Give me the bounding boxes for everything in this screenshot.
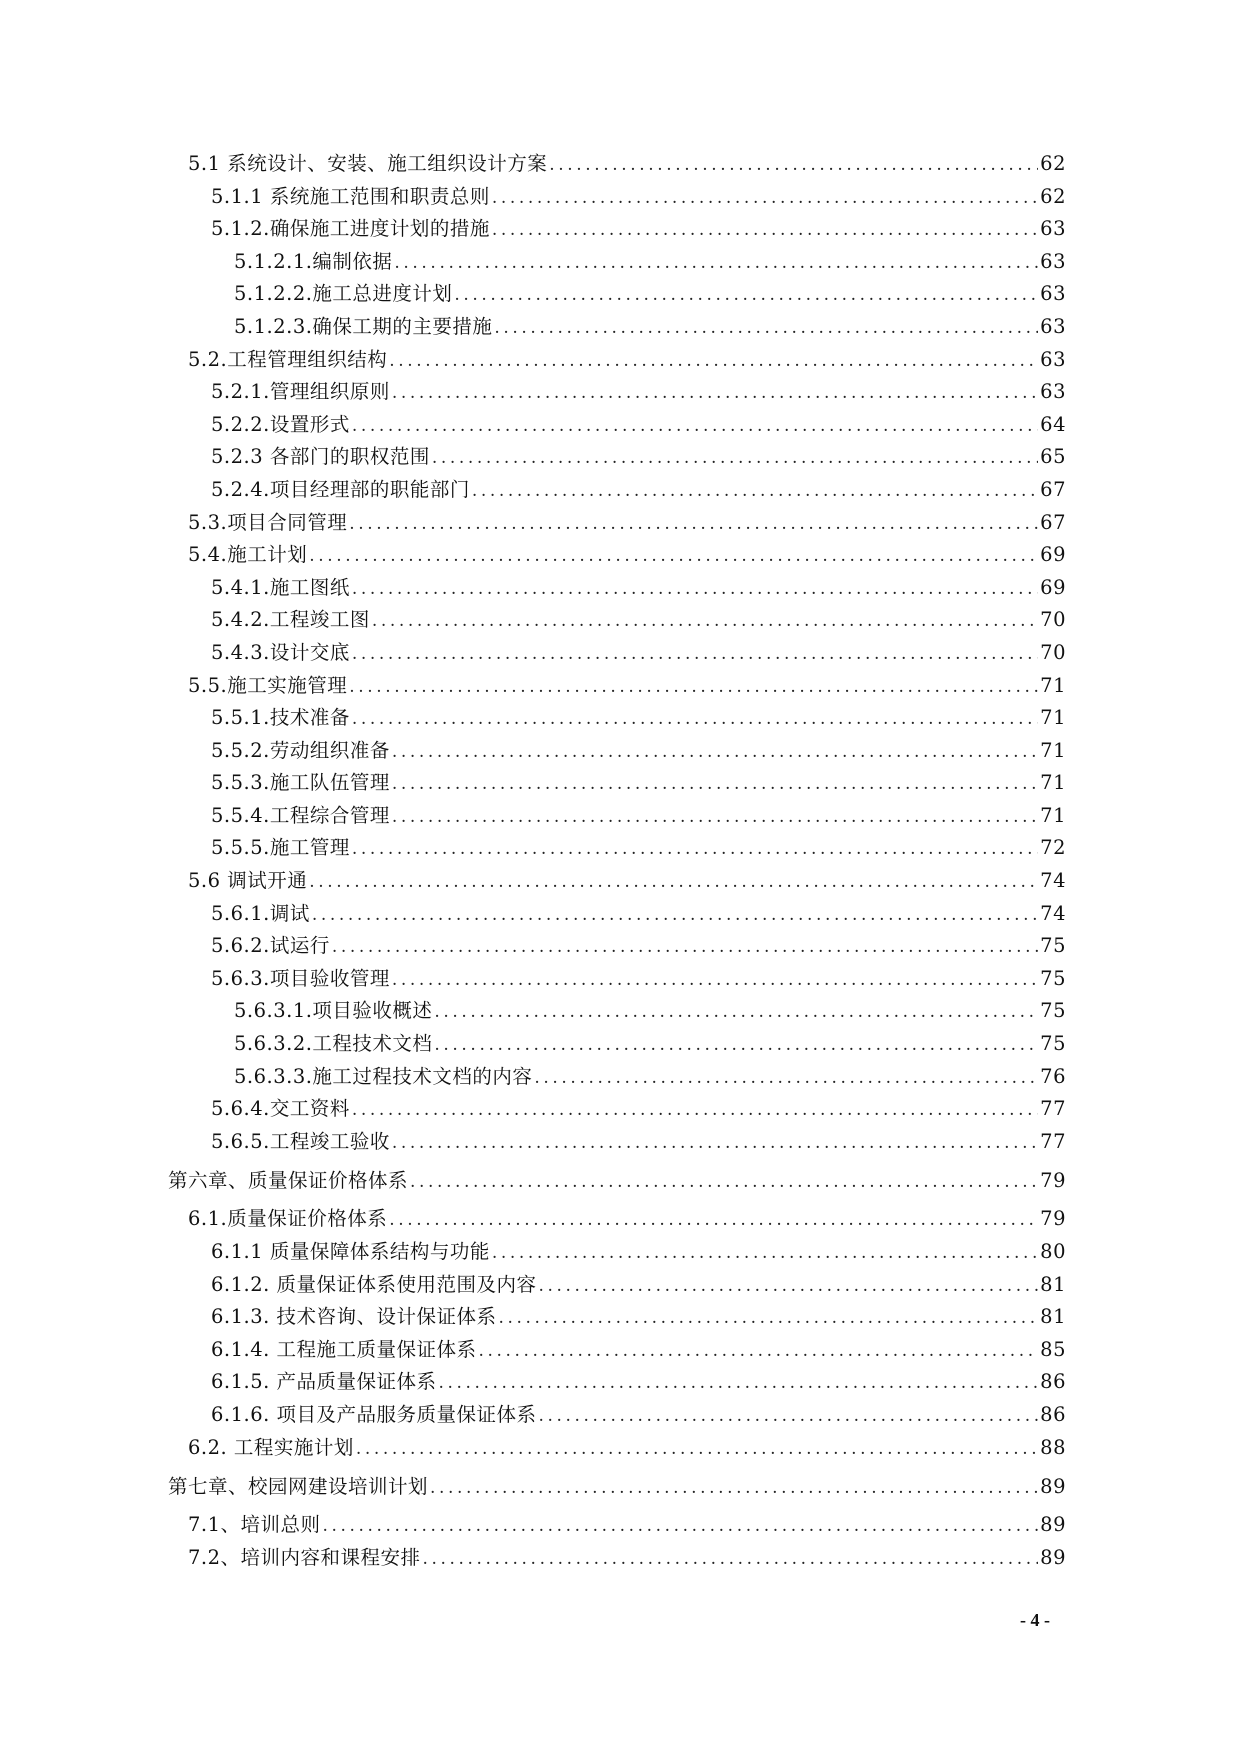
toc-entry[interactable] (188, 344, 1066, 377)
toc-entry[interactable] (188, 1542, 1066, 1575)
toc-entry-label: 5.4.3.设计交底 (211, 640, 350, 664)
toc-entry-page: 85 (1040, 1337, 1066, 1361)
toc-entry-page: 63 (1040, 347, 1066, 371)
toc-entry-label: 6.1.2. 质量保证体系使用范围及内容 (211, 1272, 537, 1296)
toc-entry[interactable] (188, 832, 1066, 865)
page-number: - 4 - (1020, 1610, 1050, 1630)
dot-leader (432, 442, 1038, 475)
toc-entry[interactable] (188, 278, 1066, 311)
toc-entry[interactable] (188, 1028, 1066, 1061)
toc-entry-page: 89 (1040, 1513, 1066, 1537)
dot-leader (472, 475, 1038, 508)
toc-entry[interactable] (188, 637, 1066, 670)
dot-leader (534, 1062, 1038, 1095)
dot-leader (539, 1400, 1039, 1433)
toc-entry[interactable] (188, 1236, 1066, 1269)
toc-entry[interactable] (188, 148, 1066, 181)
table-of-contents (168, 148, 1066, 1574)
toc-entry-label: 6.1.质量保证价格体系 (188, 1207, 388, 1231)
toc-entry-label: 5.4.1.施工图纸 (211, 575, 350, 599)
toc-entry-page: 62 (1040, 152, 1066, 175)
dot-leader (492, 214, 1038, 247)
dot-leader (410, 1160, 1038, 1205)
dot-leader (392, 768, 1038, 801)
toc-entry-label: 5.2.4.项目经理部的职能部门 (211, 477, 470, 501)
toc-entry[interactable] (188, 1203, 1066, 1236)
dot-leader (492, 1237, 1038, 1270)
toc-entry[interactable] (188, 572, 1066, 605)
toc-entry-label: 5.1 系统设计、安装、施工组织设计方案 (188, 152, 548, 175)
dot-leader (372, 605, 1038, 638)
toc-entry-label: 5.2.2.设置形式 (211, 412, 350, 436)
toc-entry-page: 62 (1040, 184, 1066, 208)
toc-entry[interactable] (188, 800, 1066, 833)
dot-leader (434, 1029, 1038, 1062)
toc-entry-page: 69 (1040, 543, 1066, 567)
toc-entry-label: 6.1.1 质量保障体系结构与功能 (211, 1240, 490, 1263)
toc-entry-page: 86 (1040, 1402, 1066, 1426)
toc-entry-page: 69 (1040, 575, 1066, 599)
toc-entry-label: 5.6.4.交工资料 (211, 1097, 350, 1121)
toc-entry[interactable] (188, 539, 1066, 572)
toc-entry-label: 5.6.3.项目验收管理 (211, 966, 390, 990)
dot-leader (430, 1466, 1038, 1511)
toc-entry-label: 5.1.1 系统施工范围和职责总则 (211, 184, 490, 208)
dot-leader (352, 833, 1038, 866)
dot-leader (392, 964, 1038, 997)
toc-entry-label: 5.6.3.1.项目验收概述 (234, 999, 433, 1023)
toc-entry-page: 76 (1040, 1064, 1066, 1088)
dot-leader (454, 279, 1038, 312)
toc-entry-page: 63 (1040, 314, 1066, 338)
toc-entry-page: 67 (1040, 477, 1066, 501)
toc-entry-page: 74 (1040, 901, 1066, 925)
toc-entry-page: 71 (1040, 738, 1066, 762)
toc-entry[interactable] (188, 1126, 1066, 1159)
toc-entry-label: 5.6.5.工程竣工验收 (211, 1129, 390, 1153)
dot-leader (352, 410, 1038, 443)
toc-entry[interactable] (188, 898, 1066, 931)
toc-entry-page: 81 (1040, 1272, 1066, 1296)
toc-entry-label: 5.4.施工计划 (188, 543, 308, 567)
toc-entry-page: 75 (1040, 934, 1066, 958)
dot-leader (392, 377, 1038, 410)
dot-leader (332, 931, 1038, 964)
toc-entry[interactable] (188, 213, 1066, 246)
toc-entry-label: 5.1.2.1.编制依据 (234, 249, 393, 273)
dot-leader (539, 1270, 1039, 1303)
toc-entry-label: 5.6.3.3.施工过程技术文档的内容 (234, 1064, 533, 1088)
toc-entry-page: 88 (1040, 1435, 1066, 1459)
toc-entry[interactable] (188, 376, 1066, 409)
toc-entry-label: 5.6 调试开通 (188, 869, 308, 893)
toc-entry-label: 6.2. 工程实施计划 (188, 1435, 354, 1459)
toc-entry[interactable] (188, 767, 1066, 800)
toc-entry-label: 5.5.施工实施管理 (188, 673, 348, 697)
toc-entry-page: 70 (1040, 608, 1066, 632)
dot-leader (309, 866, 1038, 899)
toc-entry-page: 63 (1040, 249, 1066, 273)
toc-entry-page: 65 (1040, 445, 1066, 469)
toc-entry-page: 75 (1040, 999, 1066, 1023)
toc-entry-label: 7.2、培训内容和课程安排 (188, 1545, 421, 1569)
dot-leader (392, 801, 1038, 834)
toc-entry-page: 71 (1040, 771, 1066, 795)
toc-entry[interactable] (188, 1334, 1066, 1367)
toc-entry[interactable] (188, 1269, 1066, 1302)
dot-leader (309, 540, 1038, 573)
dot-leader (352, 638, 1038, 671)
dot-leader (323, 1510, 1039, 1543)
dot-leader (349, 671, 1038, 704)
toc-entry-page: 75 (1040, 966, 1066, 990)
toc-entry-page: 80 (1040, 1240, 1066, 1263)
toc-entry-page: 77 (1040, 1097, 1066, 1121)
toc-entry-label: 5.1.2.确保施工进度计划的措施 (211, 217, 490, 241)
toc-entry-page: 67 (1040, 510, 1066, 534)
toc-entry-label: 第六章、质量保证价格体系 (168, 1169, 409, 1193)
toc-entry[interactable] (188, 1432, 1066, 1465)
toc-entry-label: 7.1、培训总则 (188, 1513, 321, 1537)
toc-entry-label: 6.1.3. 技术咨询、设计保证体系 (211, 1305, 497, 1329)
dot-leader (392, 736, 1038, 769)
toc-entry-label: 5.2.1.管理组织原则 (211, 380, 390, 404)
toc-entry-label: 5.4.2.工程竣工图 (211, 608, 370, 632)
dot-leader (494, 312, 1038, 345)
dot-leader (479, 1335, 1039, 1368)
toc-entry-page: 77 (1040, 1129, 1066, 1153)
toc-entry[interactable] (188, 702, 1066, 735)
toc-entry-page: 71 (1040, 673, 1066, 697)
toc-entry[interactable] (188, 670, 1066, 703)
dot-leader (434, 996, 1038, 1029)
dot-leader (352, 573, 1038, 606)
toc-entry[interactable] (188, 474, 1066, 507)
toc-entry[interactable] (188, 1061, 1066, 1094)
dot-leader (389, 345, 1038, 378)
toc-entry-page: 89 (1040, 1545, 1066, 1569)
toc-entry[interactable] (188, 865, 1066, 898)
toc-chapter-entry[interactable] (168, 1464, 1066, 1509)
toc-entry-label: 6.1.4. 工程施工质量保证体系 (211, 1337, 477, 1361)
dot-leader (392, 1127, 1038, 1160)
toc-entry-label: 5.6.1.调试 (211, 901, 310, 925)
toc-entry[interactable] (188, 604, 1066, 637)
toc-entry[interactable] (188, 1301, 1066, 1334)
toc-entry-page: 74 (1040, 869, 1066, 893)
toc-entry-label: 5.2.3 各部门的职权范围 (211, 445, 430, 469)
dot-leader (549, 149, 1038, 182)
toc-entry[interactable] (188, 409, 1066, 442)
toc-entry-page: 81 (1040, 1305, 1066, 1329)
toc-entry-page: 79 (1040, 1169, 1066, 1193)
dot-leader (312, 899, 1038, 932)
toc-entry[interactable] (188, 246, 1066, 279)
dot-leader (394, 247, 1038, 280)
dot-leader (352, 1094, 1038, 1127)
toc-entry-page: 75 (1040, 1032, 1066, 1056)
toc-entry[interactable] (188, 441, 1066, 474)
dot-leader (492, 182, 1038, 215)
toc-entry[interactable] (188, 1509, 1066, 1542)
toc-entry-page: 89 (1040, 1475, 1066, 1499)
toc-entry-page: 63 (1040, 217, 1066, 241)
toc-chapter-entry[interactable] (168, 1158, 1066, 1203)
toc-entry-label: 第七章、校园网建设培训计划 (168, 1475, 429, 1499)
dot-leader (423, 1543, 1039, 1576)
toc-entry-label: 5.6.2.试运行 (211, 934, 330, 958)
toc-entry[interactable] (188, 507, 1066, 540)
toc-entry[interactable] (188, 1399, 1066, 1432)
toc-entry[interactable] (188, 1093, 1066, 1126)
toc-entry-page: 63 (1040, 380, 1066, 404)
toc-entry-page: 71 (1040, 706, 1066, 730)
toc-entry-label: 5.2.工程管理组织结构 (188, 347, 388, 371)
toc-entry-label: 5.1.2.3.确保工期的主要措施 (234, 314, 493, 338)
toc-entry-page: 64 (1040, 412, 1066, 436)
toc-entry[interactable] (188, 995, 1066, 1028)
toc-entry[interactable] (188, 735, 1066, 768)
toc-entry[interactable] (188, 963, 1066, 996)
toc-entry[interactable] (188, 1366, 1066, 1399)
toc-entry-page: 86 (1040, 1370, 1066, 1394)
dot-leader (439, 1367, 1039, 1400)
toc-entry-page: 71 (1040, 803, 1066, 827)
toc-entry-label: 6.1.5. 产品质量保证体系 (211, 1370, 437, 1394)
toc-entry-label: 5.3.项目合同管理 (188, 510, 348, 534)
toc-entry[interactable] (188, 311, 1066, 344)
toc-entry-label: 6.1.6. 项目及产品服务质量保证体系 (211, 1402, 537, 1426)
toc-entry-label: 5.5.4.工程综合管理 (211, 803, 390, 827)
toc-entry-label: 5.1.2.2.施工总进度计划 (234, 282, 453, 306)
toc-entry-label: 5.6.3.2.工程技术文档 (234, 1032, 433, 1056)
toc-entry-page: 70 (1040, 640, 1066, 664)
toc-entry-label: 5.5.3.施工队伍管理 (211, 771, 390, 795)
dot-leader (389, 1204, 1038, 1237)
toc-entry-page: 63 (1040, 282, 1066, 306)
toc-entry-page: 79 (1040, 1207, 1066, 1231)
toc-entry-label: 5.5.1.技术准备 (211, 706, 350, 730)
dot-leader (352, 703, 1038, 736)
toc-entry-label: 5.5.2.劳动组织准备 (211, 738, 390, 762)
toc-entry[interactable] (188, 181, 1066, 214)
toc-entry-label: 5.5.5.施工管理 (211, 836, 350, 860)
toc-entry-page: 72 (1040, 836, 1066, 860)
dot-leader (499, 1302, 1039, 1335)
dot-leader (356, 1433, 1038, 1466)
dot-leader (349, 508, 1038, 541)
toc-entry[interactable] (188, 930, 1066, 963)
